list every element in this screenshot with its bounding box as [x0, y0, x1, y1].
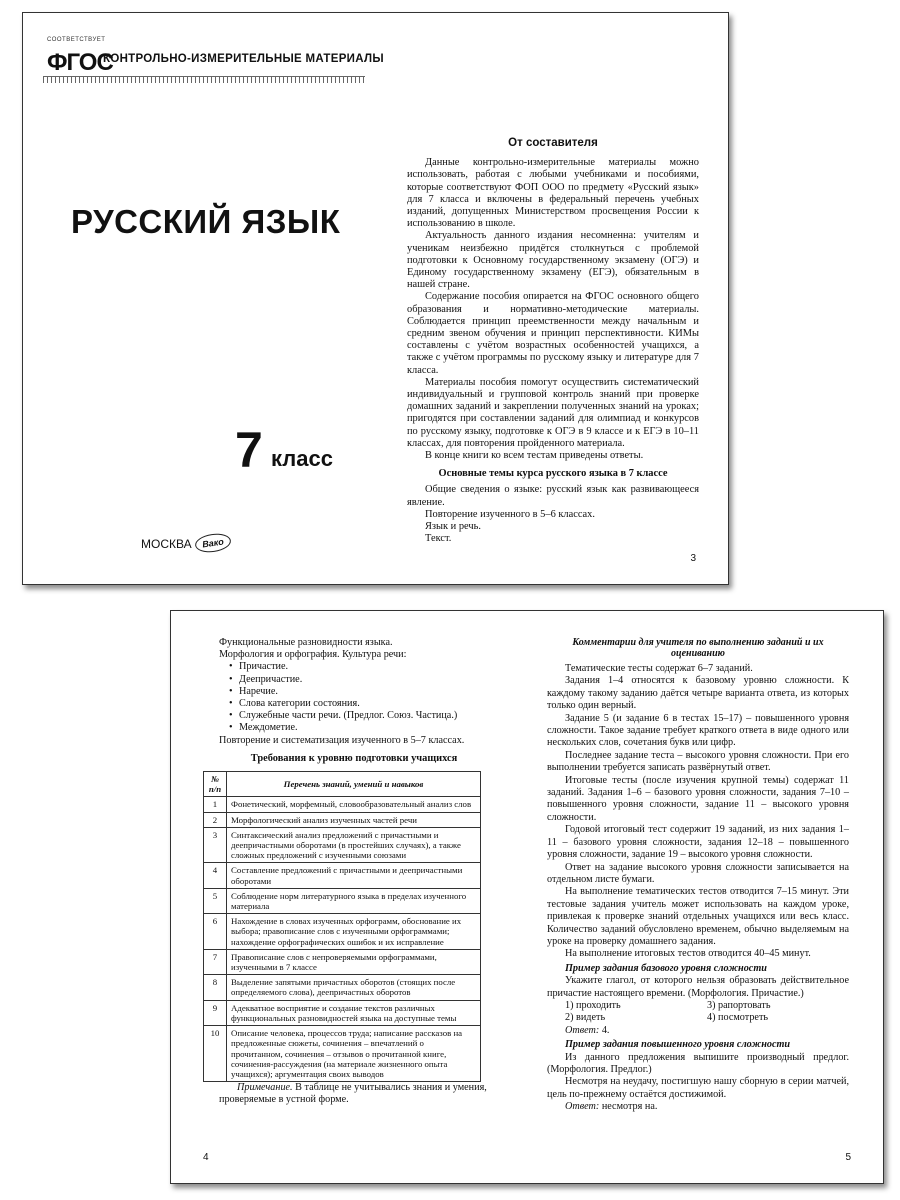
page-number-right: 5: [845, 1152, 851, 1163]
requirements-heading: Требования к уровню подготовки учащихся: [250, 752, 458, 764]
example-advanced-answer: [547, 1101, 849, 1113]
answer-options: [547, 1000, 849, 1025]
row-number: 9: [204, 1000, 227, 1025]
foreword-paragraph: В конце книги ко всем тестам приведены ответы.: [425, 450, 644, 462]
row-skill-text: Нахождение в словах изученных орфограмм, обоснование их выбора; правописание слов с изученными орфограммами; нахождение орфографических ошибок и их исправление: [227, 914, 481, 950]
bullet-item: • Служебные части речи. (Предлог. Союз. Частица.): [229, 710, 489, 722]
answer-option: 1) проходить: [565, 999, 621, 1011]
note-label: Примечание.: [237, 1082, 293, 1094]
book-title: РУССКИЙ ЯЗЫК: [71, 203, 341, 240]
foreword-paragraph: Содержание пособия опирается на ФГОС основного общего образования и нормативно-методические материалы. Соблюдается принцип преемственности между начальным и средним звеном обучения и принцип перспективности. КИМы составлены с учётом возрастных особенностей учащихся, а также с учётом программы по русскому языку и литературе для 7 класса.: [407, 291, 699, 376]
table-row: [204, 812, 481, 827]
series-title: КОНТРОЛЬНО-ИЗМЕРИТЕЛЬНЫЕ МАТЕРИАЛЫ: [103, 53, 384, 65]
comment-paragraph: Итоговые тесты (после изучения крупной темы) содержат 11 заданий. Задания 1–6 – базового уровня сложности, задания 7–10 – повышенного уровня сложности, задание 11 – высокого уровня сложности.: [547, 774, 849, 823]
answer-label: Ответ:: [565, 1101, 600, 1113]
fgos-logo-arc-text: СООТВЕТСТВУЕТ: [47, 37, 106, 43]
book-page-3: [22, 12, 729, 585]
header-number-line2: п/п: [208, 784, 222, 795]
example-advanced-title: Пример задания повышенного уровня сложности: [565, 1039, 791, 1051]
table-row: [204, 1000, 481, 1025]
topic-item: Текст.: [425, 533, 452, 545]
table-row: [204, 888, 481, 913]
topic-item: Язык и речь.: [425, 521, 481, 533]
example-basic-title: Пример задания базового уровня сложности: [565, 962, 767, 974]
row-skill-text: Выделение запятыми причастных оборотов (стоящих после определяемого слова), деепричастных оборотов: [227, 975, 481, 1000]
publisher-logo: [194, 532, 232, 555]
table-header-row: [204, 772, 481, 797]
ruler-decoration: [43, 76, 365, 83]
answer-option: 4) посмотреть: [707, 1012, 769, 1024]
row-number: 1: [204, 797, 227, 812]
comment-paragraph: Ответ на задание высокого уровня сложности записывается на отдельном листе бумаги.: [547, 861, 849, 885]
answer-value: 4.: [599, 1024, 610, 1036]
table-row: [204, 914, 481, 950]
page-number: 3: [690, 553, 696, 564]
table-row: [204, 1026, 481, 1082]
page-number-left: 4: [203, 1152, 209, 1163]
example-basic-text: Укажите глагол, от которого нельзя образовать действительное причастие настоящего времени. (Морфология. Причастие.): [547, 975, 849, 999]
row-number: 8: [204, 975, 227, 1000]
foreword: [407, 137, 699, 546]
left-column: [208, 637, 489, 1106]
example-advanced-sentence: Несмотря на неудачу, постигшую нашу сборную в серии матчей, цель по-прежнему остаётся достижимой.: [547, 1076, 849, 1100]
table-row: [204, 975, 481, 1000]
row-number: 3: [204, 827, 227, 863]
answer-label: Ответ:: [565, 1024, 600, 1036]
header-number: [204, 772, 227, 797]
publisher-city: МОСКВА: [141, 537, 192, 551]
row-skill-text: Правописание слов с непроверяемыми орфограммами, изученными в 7 классе: [227, 949, 481, 974]
comment-paragraph: Последнее задание теста – высокого уровня сложности. При его выполнении требуется записать развёрнутый ответ.: [547, 749, 849, 774]
table-row: [204, 797, 481, 812]
right-column: [547, 637, 849, 1114]
publisher-name: Вако: [201, 536, 225, 550]
topic-line: Функциональные разновидности языка.: [219, 637, 393, 648]
row-skill-text: Соблюдение норм литературного языка в пределах изученного материала: [227, 888, 481, 913]
foreword-paragraph: Данные контрольно-измерительные материалы можно использовать, работая с любыми учебниками и пособиями, которые соответствуют ФОП ООО по предмету «Русский язык» для 7 класса и включены в федеральный перечень учебных изданий, допущенных Министерством просвещения России к использованию в школе.: [407, 157, 699, 230]
table-row: [204, 827, 481, 863]
bullet-item: • Причастие.: [229, 661, 489, 673]
comment-paragraph: На выполнение итоговых тестов отводится 40–45 минут.: [565, 948, 811, 960]
topic-line: Морфология и орфография. Культура речи:: [219, 649, 407, 661]
topics-heading: Основные темы курса русского языка в 7 классе: [438, 468, 668, 480]
fgos-logo-text: ФГОС: [47, 49, 113, 76]
comments-heading: Комментарии для учителя по выполнению заданий и их оцениванию: [572, 637, 824, 659]
answer-option: 3) рапортовать: [707, 999, 771, 1011]
grade-word: класс: [271, 446, 333, 471]
row-skill-text: Адекватное восприятие и создание текстов различных функциональных разновидностей языка на доступные темы: [227, 1000, 481, 1025]
example-basic-answer: [547, 1025, 849, 1037]
table-note: [219, 1082, 489, 1106]
row-number: 6: [204, 914, 227, 950]
row-number: 2: [204, 812, 227, 827]
example-advanced-text: Из данного предложения выпишите производный предлог. (Морфология. Предлог.): [547, 1051, 849, 1075]
answer-value: несмотря на.: [599, 1101, 658, 1113]
row-skill-text: Синтаксический анализ предложений с причастными и деепричастными оборотами (в простейших случаях), а также сложных предложений с изученными союзами: [227, 827, 481, 863]
row-skill-text: Морфологический анализ изученных частей речи: [227, 812, 481, 827]
topic-item: Общие сведения о языке: русский язык как развивающееся явление.: [407, 484, 699, 508]
bullet-item: • Наречие.: [229, 686, 489, 698]
bullet-item: • Междометие.: [229, 722, 489, 734]
comment-paragraph: Задание 5 (и задание 6 в тестах 15–17) – повышенного уровня сложности. Такое задание требует краткого ответа в виде одного или нескольких слов, сочетания букв или цифр.: [547, 712, 849, 749]
comment-paragraph: Тематические тесты содержат 6–7 заданий.: [565, 663, 753, 674]
table-row: [204, 949, 481, 974]
row-skill-text: Составление предложений с причастными и деепричастными оборотами: [227, 863, 481, 888]
topic-line: Повторение и систематизация изученного в 5–7 классах.: [219, 734, 465, 746]
comment-paragraph: На выполнение тематических тестов отводится 7–15 минут. Эти тестовые задания учитель может использовать на каждом уроке, привлекая к проверке знаний отдельных учащихся или весь класс. Количество заданий обусловлено временем, обычно выделяемым на уроке на проверку домашнего задания.: [547, 886, 849, 947]
row-number: 5: [204, 888, 227, 913]
row-number: 7: [204, 949, 227, 974]
topic-item: Повторение изученного в 5–6 классах.: [425, 508, 595, 520]
row-number: 4: [204, 863, 227, 888]
comment-paragraph: Годовой итоговый тест содержит 19 заданий, из них задания 1–11 – базового уровня сложности, задания 12–18 – повышенного уровня сложности, задание 19 – высокого уровня сложности.: [547, 824, 849, 861]
answer-option: 2) видеть: [565, 1012, 606, 1024]
row-number: 10: [204, 1026, 227, 1082]
bullet-item: • Слова категории состояния.: [229, 698, 489, 710]
bullet-item: • Деепричастие.: [229, 674, 489, 686]
book-spread-4-5: [170, 610, 884, 1184]
header-skills: Перечень знаний, умений и навыков: [227, 772, 481, 797]
row-skill-text: Описание человека, процессов труда; написание рассказов на предложенные сюжеты, сочинения – впечатлений о прочитанном, сочинения – отзывов о прочитанной книге, сочинения-рассуждения (на материале жизненного опыта учащихся); аргументация своих выводов: [227, 1026, 481, 1082]
foreword-paragraph: Материалы пособия помогут осуществить систематический индивидуальный и групповой контроль знаний при проверке домашних заданий и закреплении полученных знаний на уроках; пригодятся при составлении заданий для олимпиад и конкурсов по русскому языку, подготовке к ОГЭ в 9 классе и к ЕГЭ в 10–11 классах, для повторения пройденного материала.: [407, 376, 699, 449]
topic-bullet-list: [219, 661, 489, 734]
requirements-table: [203, 771, 481, 1082]
foreword-paragraph: Актуальность данного издания несомненна: учителям и ученикам неизбежно придётся столкнуться с проблемой подготовки к Основному государственному экзамену (ОГЭ) и Единому государственному экзамену (ЕГЭ), обязательным в нашей стране.: [407, 230, 699, 291]
comment-paragraph: Задания 1–4 относятся к базовому уровню сложности. К каждому такому заданию даётся четыре варианта ответа, из которых только один верный.: [547, 675, 849, 712]
foreword-heading: От составителя: [508, 137, 598, 149]
row-skill-text: Фонетический, морфемный, словообразовательный анализ слов: [227, 797, 481, 812]
header-number-line1: №: [210, 774, 220, 785]
table-row: [204, 863, 481, 888]
note-text: В таблице не учитывались знания и умения, проверяемые в устной форме.: [219, 1082, 487, 1106]
grade-number: 7: [235, 422, 263, 478]
